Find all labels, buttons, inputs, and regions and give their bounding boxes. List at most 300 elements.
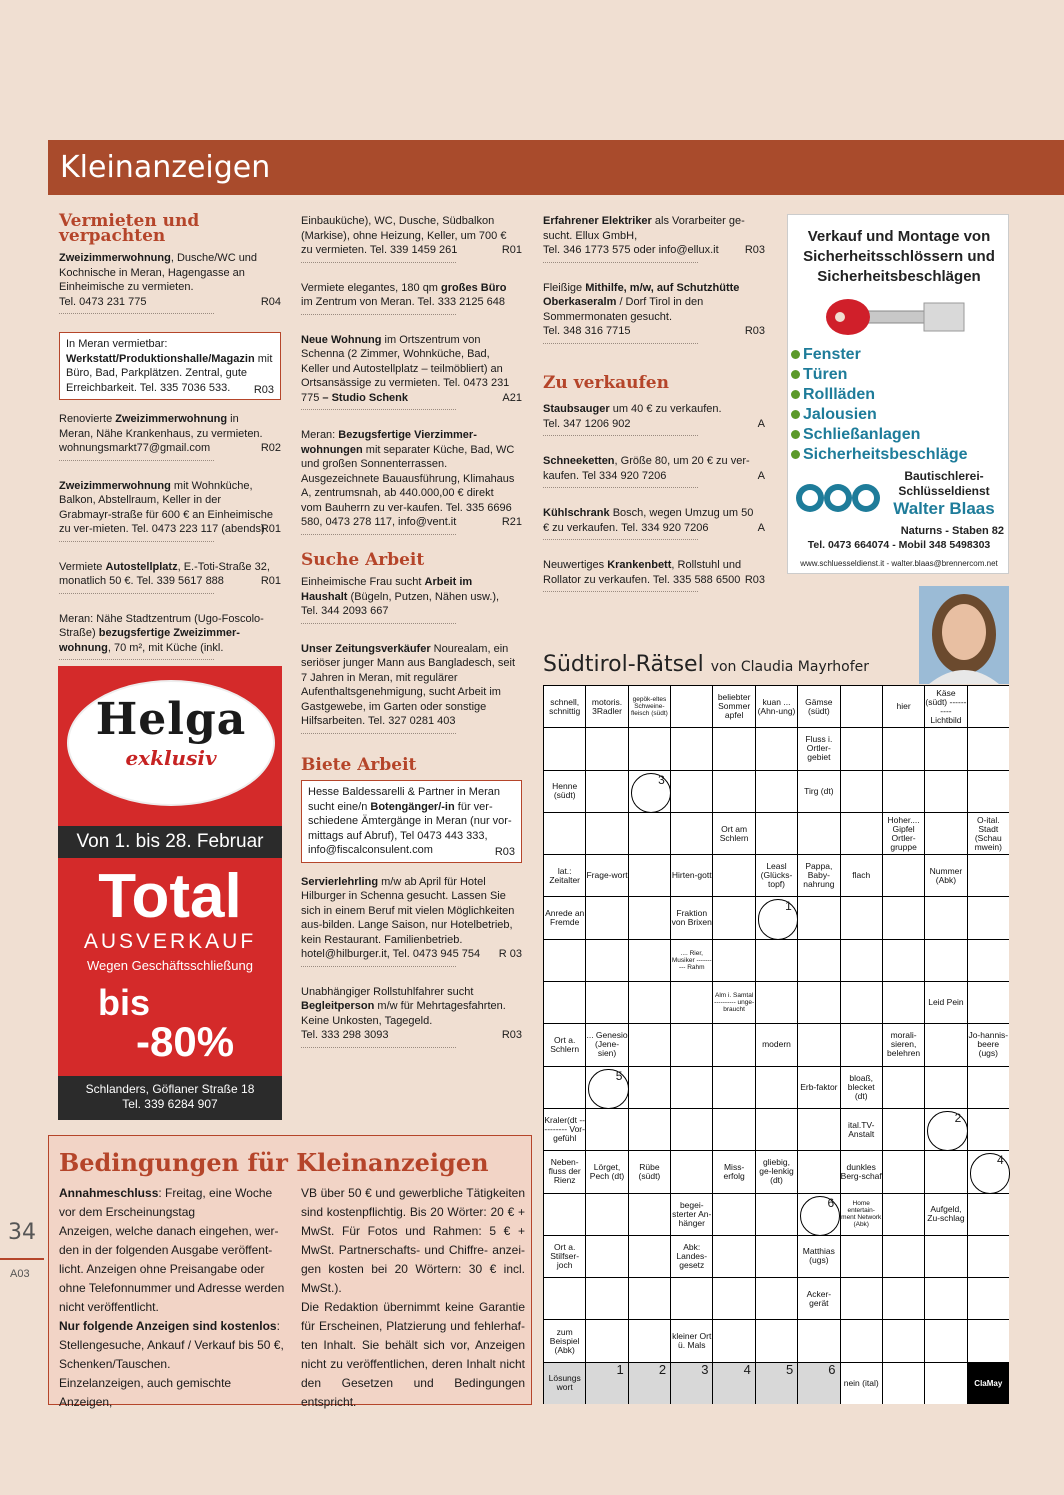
answer-cell[interactable] — [841, 940, 882, 981]
classified-ad — [543, 558, 765, 598]
classified-ad — [301, 780, 522, 863]
ad-divider — [543, 539, 698, 540]
ad-code: R03 — [494, 846, 515, 858]
ad-text: Fleißige Mithilfe, m/w, auf Schutzhütte Oberkaseralm / Dorf Tirol in den Sommermonaten gesucht. Tel. 348 316 7715 — [543, 281, 740, 337]
answer-cell[interactable] — [925, 813, 966, 854]
ad-text: Staubsauger um 40 € zu verkaufen. Tel. 347 1206 902 — [543, 403, 722, 430]
answer-cell[interactable] — [925, 728, 966, 769]
heading-suche-arbeit: Suche Arbeit — [301, 549, 425, 570]
brand-cell: ClaMay — [968, 1363, 1009, 1404]
ads-list — [59, 251, 281, 666]
answer-cell[interactable] — [968, 771, 1009, 812]
ad-divider — [301, 409, 456, 410]
clue-cell: ital.TV-Anstalt — [841, 1109, 882, 1150]
answer-cell[interactable] — [713, 855, 754, 896]
answer-cell[interactable] — [586, 1194, 627, 1235]
solution-cell[interactable]: 5 — [756, 1363, 797, 1404]
answer-cell[interactable] — [629, 897, 670, 938]
clue-cell: Neben-fluss der Rienz — [544, 1151, 585, 1192]
ad-text: Erfahrener Elektriker als Vorarbeiter ge-sucht. Ellux GmbH, Tel. 346 1773 575 oder info@ellux.it — [543, 215, 745, 256]
heading-zu-verkaufen: Zu verkaufen — [543, 372, 669, 393]
answer-cell[interactable] — [586, 813, 627, 854]
classified-ad — [301, 281, 522, 321]
ad-divider — [59, 659, 214, 660]
answer-cell[interactable] — [629, 1236, 670, 1277]
answer-cell[interactable] — [841, 982, 882, 1023]
clue-cell: Kraler(dt ---------- Vor-gefühl — [544, 1109, 585, 1150]
answer-cell[interactable] — [798, 1109, 839, 1150]
answer-cell[interactable] — [544, 940, 585, 981]
answer-cell[interactable] — [544, 1278, 585, 1319]
answer-cell[interactable] — [883, 1363, 924, 1404]
answer-cell[interactable] — [756, 813, 797, 854]
answer-cell[interactable] — [841, 813, 882, 854]
answer-cell[interactable] — [883, 1236, 924, 1277]
answer-cell[interactable] — [671, 982, 712, 1023]
answer-cell[interactable] — [925, 1151, 966, 1192]
answer-cell[interactable] — [629, 1278, 670, 1319]
answer-cell[interactable] — [968, 982, 1009, 1023]
answer-cell[interactable] — [671, 1278, 712, 1319]
ad-text: Vermiete Autostellplatz, E.-Toti-Straße 32, monatlich 50 €. Tel. 339 5617 888 — [59, 560, 270, 587]
ad-text: Kühlschrank Bosch, wegen Umzug um 50 € zu verkaufen. Tel. 334 920 7206 — [543, 507, 754, 534]
heading-biete-arbeit: Biete Arbeit — [301, 754, 417, 775]
answer-cell[interactable] — [968, 1067, 1009, 1108]
answer-cell[interactable] — [798, 1151, 839, 1192]
blaas-web: www.schluesseldienst.it - walter.blaas@brennercom.net — [800, 559, 998, 568]
clue-cell: Fraktion von Brixen — [671, 897, 712, 938]
ad-code: R03 — [501, 1029, 522, 1041]
answer-cell[interactable] — [968, 855, 1009, 896]
blaas-product-label: Türen — [803, 366, 848, 383]
ad-divider — [59, 541, 214, 542]
answer-cell[interactable] — [798, 897, 839, 938]
ad-text: Hesse Baldessarelli & Partner in Meran sucht eine/n Botengänger/-in für ver-schiedene Ämtergänge in Meran (nur vor-mittags auf Abruf), Tel 0473 443 333, info@fiscalconsulent.com — [308, 786, 512, 856]
answer-cell[interactable] — [586, 897, 627, 938]
clue-cell: kuan ... (Ahn-ung) — [756, 686, 797, 727]
clue-cell: gliebig, ge-lenkig (dt) — [756, 1151, 797, 1192]
answer-cell[interactable] — [968, 940, 1009, 981]
solution-cell[interactable]: 1 — [586, 1363, 627, 1404]
blaas-logo-icon — [794, 480, 882, 516]
clue-cell: Acker-gerät — [798, 1278, 839, 1319]
solution-marker-number: 2 — [954, 1110, 962, 1125]
answer-cell[interactable] — [756, 1236, 797, 1277]
key-icon — [824, 293, 974, 339]
ad-text: Renovierte Zweizimmerwohnung in Meran, Nähe Krankenhaus, zu vermieten. wohnungsmarkt77@gmail.com — [59, 413, 263, 454]
clue-cell: Ort am Schlern — [713, 813, 754, 854]
answer-cell[interactable] — [925, 1278, 966, 1319]
answer-cell[interactable] — [883, 940, 924, 981]
answer-cell[interactable] — [713, 1024, 754, 1065]
answer-cell[interactable] — [544, 982, 585, 1023]
helga-address-street: Schlanders, Göflaner Straße 18 — [85, 1082, 255, 1096]
ads-list — [301, 780, 522, 1054]
ad-code: R03 — [744, 573, 765, 586]
ads-list — [301, 575, 522, 740]
answer-cell[interactable] — [798, 1024, 839, 1065]
answer-cell[interactable] — [756, 1194, 797, 1235]
answer-cell[interactable] — [798, 940, 839, 981]
answer-cell[interactable] — [586, 771, 627, 812]
helga-logo-oval — [67, 680, 275, 806]
answer-cell[interactable] — [925, 771, 966, 812]
clue-cell: Henne (südt) — [544, 771, 585, 812]
clue-cell: begei-sterter An-hänger — [671, 1194, 712, 1235]
answer-cell[interactable] — [925, 1320, 966, 1361]
blaas-product-list — [791, 345, 968, 465]
answer-cell[interactable] — [671, 728, 712, 769]
classified-ad — [301, 875, 522, 973]
solution-cell[interactable]: 6 — [798, 1363, 839, 1404]
page-number: 34 — [8, 1220, 36, 1245]
ad-divider — [301, 966, 456, 967]
clue-cell: .... Rier, Musiker ---------- Rahm — [671, 940, 712, 981]
answer-cell[interactable] — [883, 1320, 924, 1361]
clue-cell: Anrede an Fremde — [544, 897, 585, 938]
classified-ad — [301, 642, 522, 740]
answer-cell[interactable] — [883, 855, 924, 896]
ad-code: R04 — [260, 295, 281, 308]
blaas-product-label: Fenster — [803, 346, 861, 363]
clue-cell: Erb-faktor — [798, 1067, 839, 1108]
ad-code: A21 — [502, 391, 522, 404]
answer-cell[interactable] — [586, 982, 627, 1023]
ad-code: R01 — [260, 523, 281, 535]
clue-cell: modern — [756, 1024, 797, 1065]
ad-divider — [543, 262, 698, 263]
answer-cell[interactable] — [756, 1067, 797, 1108]
answer-cell[interactable] — [968, 1236, 1009, 1277]
helga-ausverkauf: AUSVERKAUF — [83, 930, 257, 953]
ad-divider — [543, 591, 698, 592]
answer-cell[interactable] — [968, 897, 1009, 938]
answer-cell[interactable] — [713, 1278, 754, 1319]
conditions-col-1: Annahmeschluss: Freitag, eine Woche vor dem Erscheinungstag Anzeigen, welche danach eingehen, wer-den in der folgenden Ausgabe veröffent-licht. Anzeigen ohne Preisangabe oder ohne Telefonnummer und Adresse werden nicht veröffentlicht. Nur folgende Anzeigen sind kostenlos: Stellengesuche, Ankauf / Verkauf bis 50 €, Schenken/Tauschen. Einzelanzeigen, auch gemischte Anzeigen, — [59, 1186, 285, 1409]
answer-cell[interactable] — [586, 728, 627, 769]
blaas-product-item — [791, 445, 968, 465]
puzzle-author: von Claudia Mayrhofer — [710, 659, 869, 675]
answer-cell[interactable] — [586, 940, 627, 981]
ad-divider — [301, 623, 456, 624]
answer-cell[interactable] — [713, 771, 754, 812]
clue-cell: Jo-hannis-beere (ugs) — [968, 1024, 1009, 1065]
helga-discount: -80% — [136, 1018, 235, 1065]
blaas-product-item — [791, 385, 968, 405]
solution-marker-number: 3 — [658, 772, 665, 787]
answer-cell[interactable] — [671, 1109, 712, 1150]
classified-ad — [301, 214, 522, 269]
ad-code: R21 — [501, 516, 522, 528]
clue-cell: Alm i. Samtal ---------- unge-braucht — [713, 982, 754, 1023]
ad-text: Schneeketten, Größe 80, um 20 € zu ver-kaufen. Tel 334 920 7206 — [543, 455, 750, 482]
answer-cell[interactable] — [883, 1278, 924, 1319]
answer-cell[interactable] — [883, 1067, 924, 1108]
clue-cell: lat.: Zeitalter — [544, 855, 585, 896]
answer-cell[interactable] — [756, 1320, 797, 1361]
classified-ad — [301, 428, 522, 541]
answer-cell[interactable] — [756, 940, 797, 981]
answer-cell[interactable] — [629, 1024, 670, 1065]
bullet-icon — [791, 450, 800, 459]
answer-cell[interactable] — [925, 940, 966, 981]
helga-bis: bis — [98, 982, 151, 1023]
ad-text: Meran: Nähe Stadtzentrum (Ugo-Foscolo-Straße) bezugsfertige Zweizimmer-wohnung, 70 m², mit Küche (inkl. — [59, 612, 264, 654]
classified-ad — [59, 332, 281, 400]
helga-logo-sub: exklusiv — [125, 746, 217, 770]
bullet-icon — [791, 390, 800, 399]
ad-divider — [301, 733, 456, 734]
column-right — [543, 214, 765, 610]
clue-cell: Hoher.... Gipfel Ortler-gruppe — [883, 813, 924, 854]
ad-text: Neue Wohnung im Ortszentrum von Schenna (2 Zimmer, Wohnküche, Bad, Keller und Autostellplatz – teilmöbliert) an Ortsansässige zu vermieten. Tel. 0473 231 775 – Studio Schenk — [301, 333, 510, 404]
answer-cell[interactable] — [586, 1278, 627, 1319]
answer-cell[interactable] — [671, 771, 712, 812]
answer-cell[interactable] — [713, 1109, 754, 1150]
helga-address-tel: Tel. 339 6284 907 — [122, 1097, 218, 1111]
blaas-product-item — [791, 405, 968, 425]
answer-cell[interactable] — [798, 813, 839, 854]
ads-list — [543, 214, 765, 350]
solution-marker-circle — [758, 899, 798, 939]
classified-ad — [543, 454, 765, 494]
ad-text: Vermiete elegantes, 180 qm großes Büro im Zentrum von Meran. Tel. 333 2125 648 — [301, 281, 507, 308]
answer-cell[interactable] — [925, 1363, 966, 1404]
answer-cell[interactable] — [841, 1278, 882, 1319]
conditions-title: Bedingungen für Kleinanzeigen — [59, 1148, 489, 1177]
answer-cell[interactable] — [883, 1109, 924, 1150]
answer-cell[interactable] — [841, 728, 882, 769]
answer-cell[interactable] — [841, 1236, 882, 1277]
answer-cell[interactable] — [841, 771, 882, 812]
clue-cell: Fluss i. Ortler-gebiet — [798, 728, 839, 769]
ad-divider — [543, 487, 698, 488]
classified-ad — [59, 560, 281, 600]
solution-marker-circle — [588, 1069, 628, 1109]
clue-cell: Abk: Landes-gesetz — [671, 1236, 712, 1277]
ad-divider — [301, 314, 456, 315]
answer-cell[interactable] — [544, 728, 585, 769]
answer-cell[interactable] — [671, 686, 712, 727]
blaas-advertisement — [787, 214, 1009, 574]
solution-cell[interactable]: 3 — [671, 1363, 712, 1404]
answer-cell[interactable] — [629, 813, 670, 854]
answer-cell[interactable] — [629, 940, 670, 981]
author-photo — [919, 586, 1009, 684]
answer-cell[interactable] — [713, 940, 754, 981]
answer-cell[interactable] — [586, 1236, 627, 1277]
ads-list — [301, 214, 522, 541]
answer-cell[interactable] — [671, 813, 712, 854]
answer-cell[interactable] — [629, 855, 670, 896]
ad-divider — [301, 534, 456, 535]
ad-code: R01 — [260, 575, 281, 587]
classified-ad — [543, 214, 765, 269]
clue-cell: Gämse (südt) — [798, 686, 839, 727]
author-portrait-icon — [919, 586, 1009, 684]
answer-cell[interactable] — [756, 728, 797, 769]
answer-cell[interactable] — [629, 982, 670, 1023]
clue-cell: Pappa, Baby-nahrung — [798, 855, 839, 896]
helga-logo: Helga — [95, 694, 247, 745]
bullet-icon — [791, 410, 800, 419]
bullet-icon — [791, 350, 800, 359]
ad-text: Zweizimmerwohnung mit Wohnküche, Balkon, Abstellraum, Keller in der Grabmayr-straße für 600 € an Einheimische zu ver-mieten. Tel. 0473 223 117 (abends) — [59, 479, 273, 535]
answer-cell[interactable] — [798, 982, 839, 1023]
answer-cell[interactable] — [841, 1320, 882, 1361]
crossword-grid — [543, 685, 1009, 1404]
answer-cell[interactable] — [968, 686, 1009, 727]
answer-cell[interactable] — [629, 1109, 670, 1150]
clue-cell: dunkles Berg-schaf — [841, 1151, 882, 1192]
solution-cell[interactable]: 4 — [713, 1363, 754, 1404]
conditions-col-2: VB über 50 € und gewerbliche Tätigkeiten sind kostenpflichtig. Bis 20 Wörter: 20 € + MwSt. Für Fotos und Rahmen: 5 € + MwSt. Partnerschafts- und Chiffre- anzei-gen kosten bei 20 Wörtern: 30 € incl. MwSt.). Die Redaktion übernimmt keine Garantie für Erscheinen, Platzierung und fehlerhaf-ten Inhalt. Sie behält sich vor, Anzeigen nicht zu veröffentlichen, deren Inhalt nicht den Gesetzen und Bedingungen entspricht. — [301, 1186, 525, 1409]
answer-cell[interactable] — [883, 982, 924, 1023]
answer-cell[interactable] — [883, 1151, 924, 1192]
ad-code: A — [757, 469, 765, 482]
bullet-icon — [791, 430, 800, 439]
answer-cell[interactable] — [629, 728, 670, 769]
ad-code: R01 — [501, 244, 522, 256]
blaas-product-item — [791, 345, 968, 365]
puzzle-title — [543, 652, 869, 677]
answer-cell[interactable] — [544, 1067, 585, 1108]
clue-cell: gepök-eltes Schweine-fleisch (südt) — [629, 686, 670, 727]
helga-total: Total — [98, 862, 242, 931]
ad-divider — [301, 262, 456, 263]
answer-cell[interactable] — [968, 1320, 1009, 1361]
answer-cell[interactable] — [586, 1109, 627, 1150]
blaas-phone: Tel. 0473 664074 - Mobil 348 5498303 — [807, 539, 991, 551]
solution-cell[interactable]: 2 — [629, 1363, 670, 1404]
clue-cell: Matthias (ugs) — [798, 1236, 839, 1277]
answer-cell[interactable] — [925, 1236, 966, 1277]
answer-cell[interactable] — [968, 1194, 1009, 1235]
answer-cell[interactable] — [841, 1024, 882, 1065]
ad-divider — [59, 593, 214, 594]
clue-cell: Hirten-gott — [671, 855, 712, 896]
answer-cell[interactable] — [713, 1067, 754, 1108]
solution-marker-circle — [927, 1111, 967, 1151]
clue-cell: motoris. 3Radler — [586, 686, 627, 727]
answer-cell[interactable] — [544, 813, 585, 854]
page-number-rule — [0, 1258, 44, 1260]
clue-cell: Käse (südt) ---------- Lichtbild — [925, 686, 966, 727]
solution-marker-number: 5 — [615, 1068, 623, 1083]
ad-text: Einheimische Frau sucht Arbeit im Haushalt (Bügeln, Putzen, Nähen usw.), Tel. 344 2093 667 — [301, 576, 500, 617]
classified-ad — [59, 479, 281, 548]
answer-cell[interactable] — [968, 728, 1009, 769]
conditions-box — [48, 1135, 532, 1409]
answer-cell[interactable] — [925, 1067, 966, 1108]
answer-cell[interactable] — [883, 897, 924, 938]
ad-text: Unabhängiger Rollstuhlfahrer sucht Begleitperson m/w für Mehrtagesfahrten. Keine Unkosten, Tagegeld. Tel. 333 298 3093 — [301, 985, 506, 1041]
ad-text: Einbauküche), WC, Dusche, Südbalkon (Markise), ohne Heizung, Keller, um 700 € zu vermieten. Tel. 339 1459 261 — [301, 215, 507, 256]
blaas-product-label: Sicherheitsbeschläge — [803, 446, 968, 463]
ad-code: R 03 — [498, 948, 522, 960]
answer-cell[interactable] — [671, 1067, 712, 1108]
answer-cell[interactable] — [629, 1320, 670, 1361]
ad-divider — [543, 435, 698, 436]
answer-cell[interactable] — [544, 1194, 585, 1235]
helga-advertisement — [58, 666, 282, 1120]
answer-cell[interactable] — [629, 1194, 670, 1235]
clue-cell: morali-sieren, belehren — [883, 1024, 924, 1065]
ad-text: In Meran vermietbar: Werkstatt/Produktionshalle/Magazin mit Büro, Bad, Parkplätzen. Zentral, gute Erreichbarkeit. Tel. 335 7036 533. — [66, 338, 273, 394]
classified-ad — [543, 281, 765, 350]
ad-divider — [59, 460, 214, 461]
column-middle — [301, 214, 522, 1066]
answer-cell[interactable] — [968, 1109, 1009, 1150]
answer-cell[interactable] — [713, 728, 754, 769]
ad-code: A — [757, 417, 765, 430]
clue-cell: hier — [883, 686, 924, 727]
answer-cell[interactable] — [883, 1194, 924, 1235]
ad-code: R03 — [744, 325, 765, 337]
answer-cell[interactable] — [798, 1320, 839, 1361]
ad-text: Neuwertiges Krankenbett, Rollstuhl und Rollator zu verkaufen. Tel. 335 588 6500 — [543, 559, 742, 586]
ad-text: Meran: Bezugsfertige Vierzimmer-wohnungen mit separater Küche, Bad, WC und großen Sonnenterrassen. Ausgezeichnete Bauausführung, Klimahaus A, zentrumsnah, ab 440.000,00 € direkt vom Bauherrn zu ver-kaufen. Tel. 335 6696 580, 0473 278 117, info@vent.it — [301, 429, 515, 528]
bullet-icon — [791, 370, 800, 379]
helga-address — [58, 1076, 282, 1120]
classified-ad — [543, 402, 765, 442]
answer-cell[interactable] — [713, 1194, 754, 1235]
answer-cell[interactable] — [713, 1320, 754, 1361]
classified-ad — [301, 575, 522, 630]
answer-cell[interactable] — [925, 1024, 966, 1065]
answer-cell[interactable] — [671, 1024, 712, 1065]
clue-cell: Ort a. Schlern — [544, 1024, 585, 1065]
blaas-product-label: Schließanlagen — [803, 426, 921, 443]
answer-cell[interactable] — [841, 897, 882, 938]
blaas-firm-type: Bautischlerei-Schlüsseldienst — [898, 469, 990, 498]
answer-cell[interactable] — [756, 1278, 797, 1319]
clue-cell: O-ital. Stadt (Schau mwein) — [968, 813, 1009, 854]
blaas-product-label: Rollläden — [803, 386, 876, 403]
section-banner — [48, 140, 1064, 195]
classified-ad — [543, 506, 765, 546]
answer-cell[interactable] — [841, 686, 882, 727]
answer-cell[interactable] — [883, 771, 924, 812]
answer-cell[interactable] — [629, 1067, 670, 1108]
clue-cell: beliebter Sommer apfel — [713, 686, 754, 727]
helga-dates: Von 1. bis 28. Februar — [58, 826, 282, 858]
answer-cell[interactable] — [671, 1151, 712, 1192]
ad-text: Servierlehrling m/w ab April für Hotel Hilburger in Schenna gesucht. Lassen Sie sich in einem Beruf mit vielen Möglichkeiten aus-bilden. Lange Saison, nur Hotelbetrieb, kein Restaurant. Familienbetrieb. hotel@hilburger.it, Tel. 0473 945 754 — [301, 875, 515, 960]
ad-code: R03 — [744, 244, 765, 256]
answer-cell[interactable] — [925, 897, 966, 938]
clue-cell: zum Beispiel (Abk) — [544, 1320, 585, 1361]
ad-code: R03 — [253, 383, 274, 396]
puzzle-title-text: Südtirol-Rätsel — [543, 652, 704, 677]
answer-cell[interactable] — [756, 982, 797, 1023]
clue-cell: kleiner Ort ü. Mals — [671, 1320, 712, 1361]
ads-list — [543, 402, 765, 598]
answer-cell[interactable] — [756, 1109, 797, 1150]
answer-cell[interactable] — [586, 1320, 627, 1361]
answer-cell[interactable] — [968, 1278, 1009, 1319]
clue-cell: bloaß, blecket (dt) — [841, 1067, 882, 1108]
answer-cell[interactable] — [756, 771, 797, 812]
answer-cell[interactable] — [883, 728, 924, 769]
clue-cell: Lösungs wort — [544, 1363, 585, 1404]
clue-cell: Lörget, Pech (dt) — [586, 1151, 627, 1192]
answer-cell[interactable] — [713, 1236, 754, 1277]
section-title: Kleinanzeigen — [60, 150, 271, 185]
page-code: A03 — [10, 1268, 30, 1280]
ad-divider — [543, 343, 698, 344]
answer-cell[interactable] — [713, 897, 754, 938]
